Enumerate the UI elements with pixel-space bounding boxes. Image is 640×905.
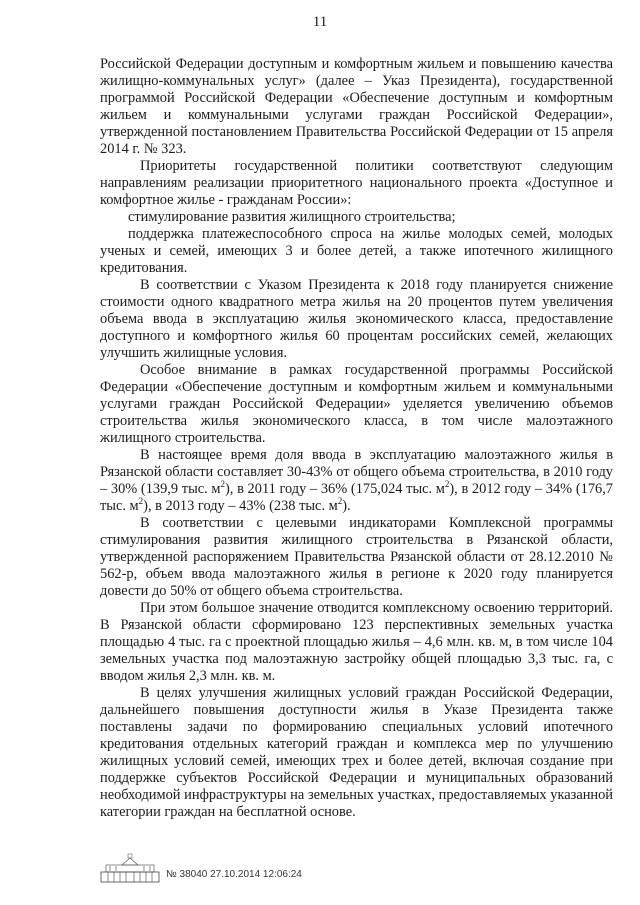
building-stamp-icon — [100, 853, 160, 883]
paragraph — [100, 226, 613, 277]
paragraph-text: ), в 2011 году – 36% (175,024 тыс. м — [225, 481, 445, 497]
paragraph-text: В настоящее время доля ввода в эксплуатацию малоэтажного жилья в Рязанской области составляет 30-43% от общего объема строительства, в 2010 году – 30% (139,9 тыс. м — [100, 447, 613, 497]
paragraph-text: поддержка платежеспособного спроса на жилье молодых семей, молодых ученых и семей, имеющих 3 и более детей, а также ипотечного жилищного кредитования. — [100, 226, 613, 276]
registration-stamp: № 38040 27.10.2014 12:06:24 — [166, 869, 302, 880]
paragraph — [100, 685, 613, 821]
footer — [100, 853, 302, 883]
paragraph-text: 2 — [444, 479, 450, 490]
paragraph — [100, 56, 613, 158]
paragraph — [100, 447, 613, 515]
paragraph — [100, 362, 613, 447]
body-text — [100, 56, 613, 821]
paragraph — [100, 600, 613, 685]
paragraph-text: При этом большое значение отводится комплексному освоению территорий. В Рязанской области сформировано 123 перспективных земельных участка площадью 4 тыс. га с проектной площадью жилья – 4,6 млн. кв. м, в том числе 104 земельных участка под малоэтажную застройку общей площадью 3,3 тыс. га, с вводом жилья 2,3 млн. кв. м. — [100, 600, 613, 684]
paragraph — [100, 209, 613, 226]
paragraph-text: ), в 2012 году – 34% (176,7 тыс. м — [100, 481, 614, 514]
paragraph-text: В соответствии с целевыми индикаторами Комплексной программы стимулирования развития жилищного строительства в Рязанской области, утвержденной распоряжением Правительства Рязанской области от 28.12.2010 № 562-р, объем ввода малоэтажного жилья в регионе к 2020 году планируется довести до 50% от общего объема строительства. — [100, 515, 613, 599]
paragraph-text: 2 — [337, 496, 343, 507]
paragraph-text: стимулирование развития жилищного строительства; — [128, 209, 456, 225]
paragraph — [100, 158, 613, 209]
paragraph-text: Приоритеты государственной политики соответствуют следующим направлениям реализации приоритетного национального проекта «Доступное и комфортное жилье - гражданам России»: — [100, 158, 613, 208]
paragraph-text: В целях улучшения жилищных условий граждан Российской Федерации, дальнейшего повышения доступности жилья в Указе Президента также поставлены задачи по формированию специальных условий ипотечного кредитования отдельных категорий граждан и комплекса мер по улучшению жилищных условий семей, имеющих трех и более детей, включая создание при поддержке субъектов Российской Федерации и муниципальных образований необходимой инфраструктуры на земельных участках, предоставляемых указанной категории граждан на бесплатной основе. — [100, 685, 613, 820]
paragraph-text: В соответствии с Указом Президента к 2018 году планируется снижение стоимости одного квадратного метра жилья на 20 процентов путем увеличения объема ввода в эксплуатацию жилья экономического класса, предоставление доступного и комфортного жилья 60 процентам российских семей, желающих улучшить жилищные условия. — [100, 277, 613, 361]
paragraph-text: ). — [342, 498, 351, 514]
paragraph-text: 2 — [220, 479, 226, 490]
paragraph-text: 2 — [138, 496, 144, 507]
paragraph — [100, 515, 613, 600]
paragraph-text: ), в 2013 году – 43% (238 тыс. м — [143, 498, 338, 514]
paragraph-text: Российской Федерации доступным и комфортным жильем и повышению качества жилищно-коммунальных услуг» (далее – Указ Президента), государственной программой Российской Федерации «Обеспечение доступным и комфортным жильем и коммунальными услугами граждан Российской Федерации», утвержденной постановлением Правительства Российской Федерации от 15 апреля 2014 г. № 323. — [100, 56, 613, 157]
paragraph — [100, 277, 613, 362]
page-number: 11 — [312, 14, 328, 30]
paragraph-text: Особое внимание в рамках государственной программы Российской Федерации «Обеспечение доступным и комфортным жильем и коммунальными услугами граждан Российской Федерации» уделяется увеличению объемов строительства жилья экономического класса, в том числе малоэтажного жилищного строительства. — [100, 362, 613, 446]
